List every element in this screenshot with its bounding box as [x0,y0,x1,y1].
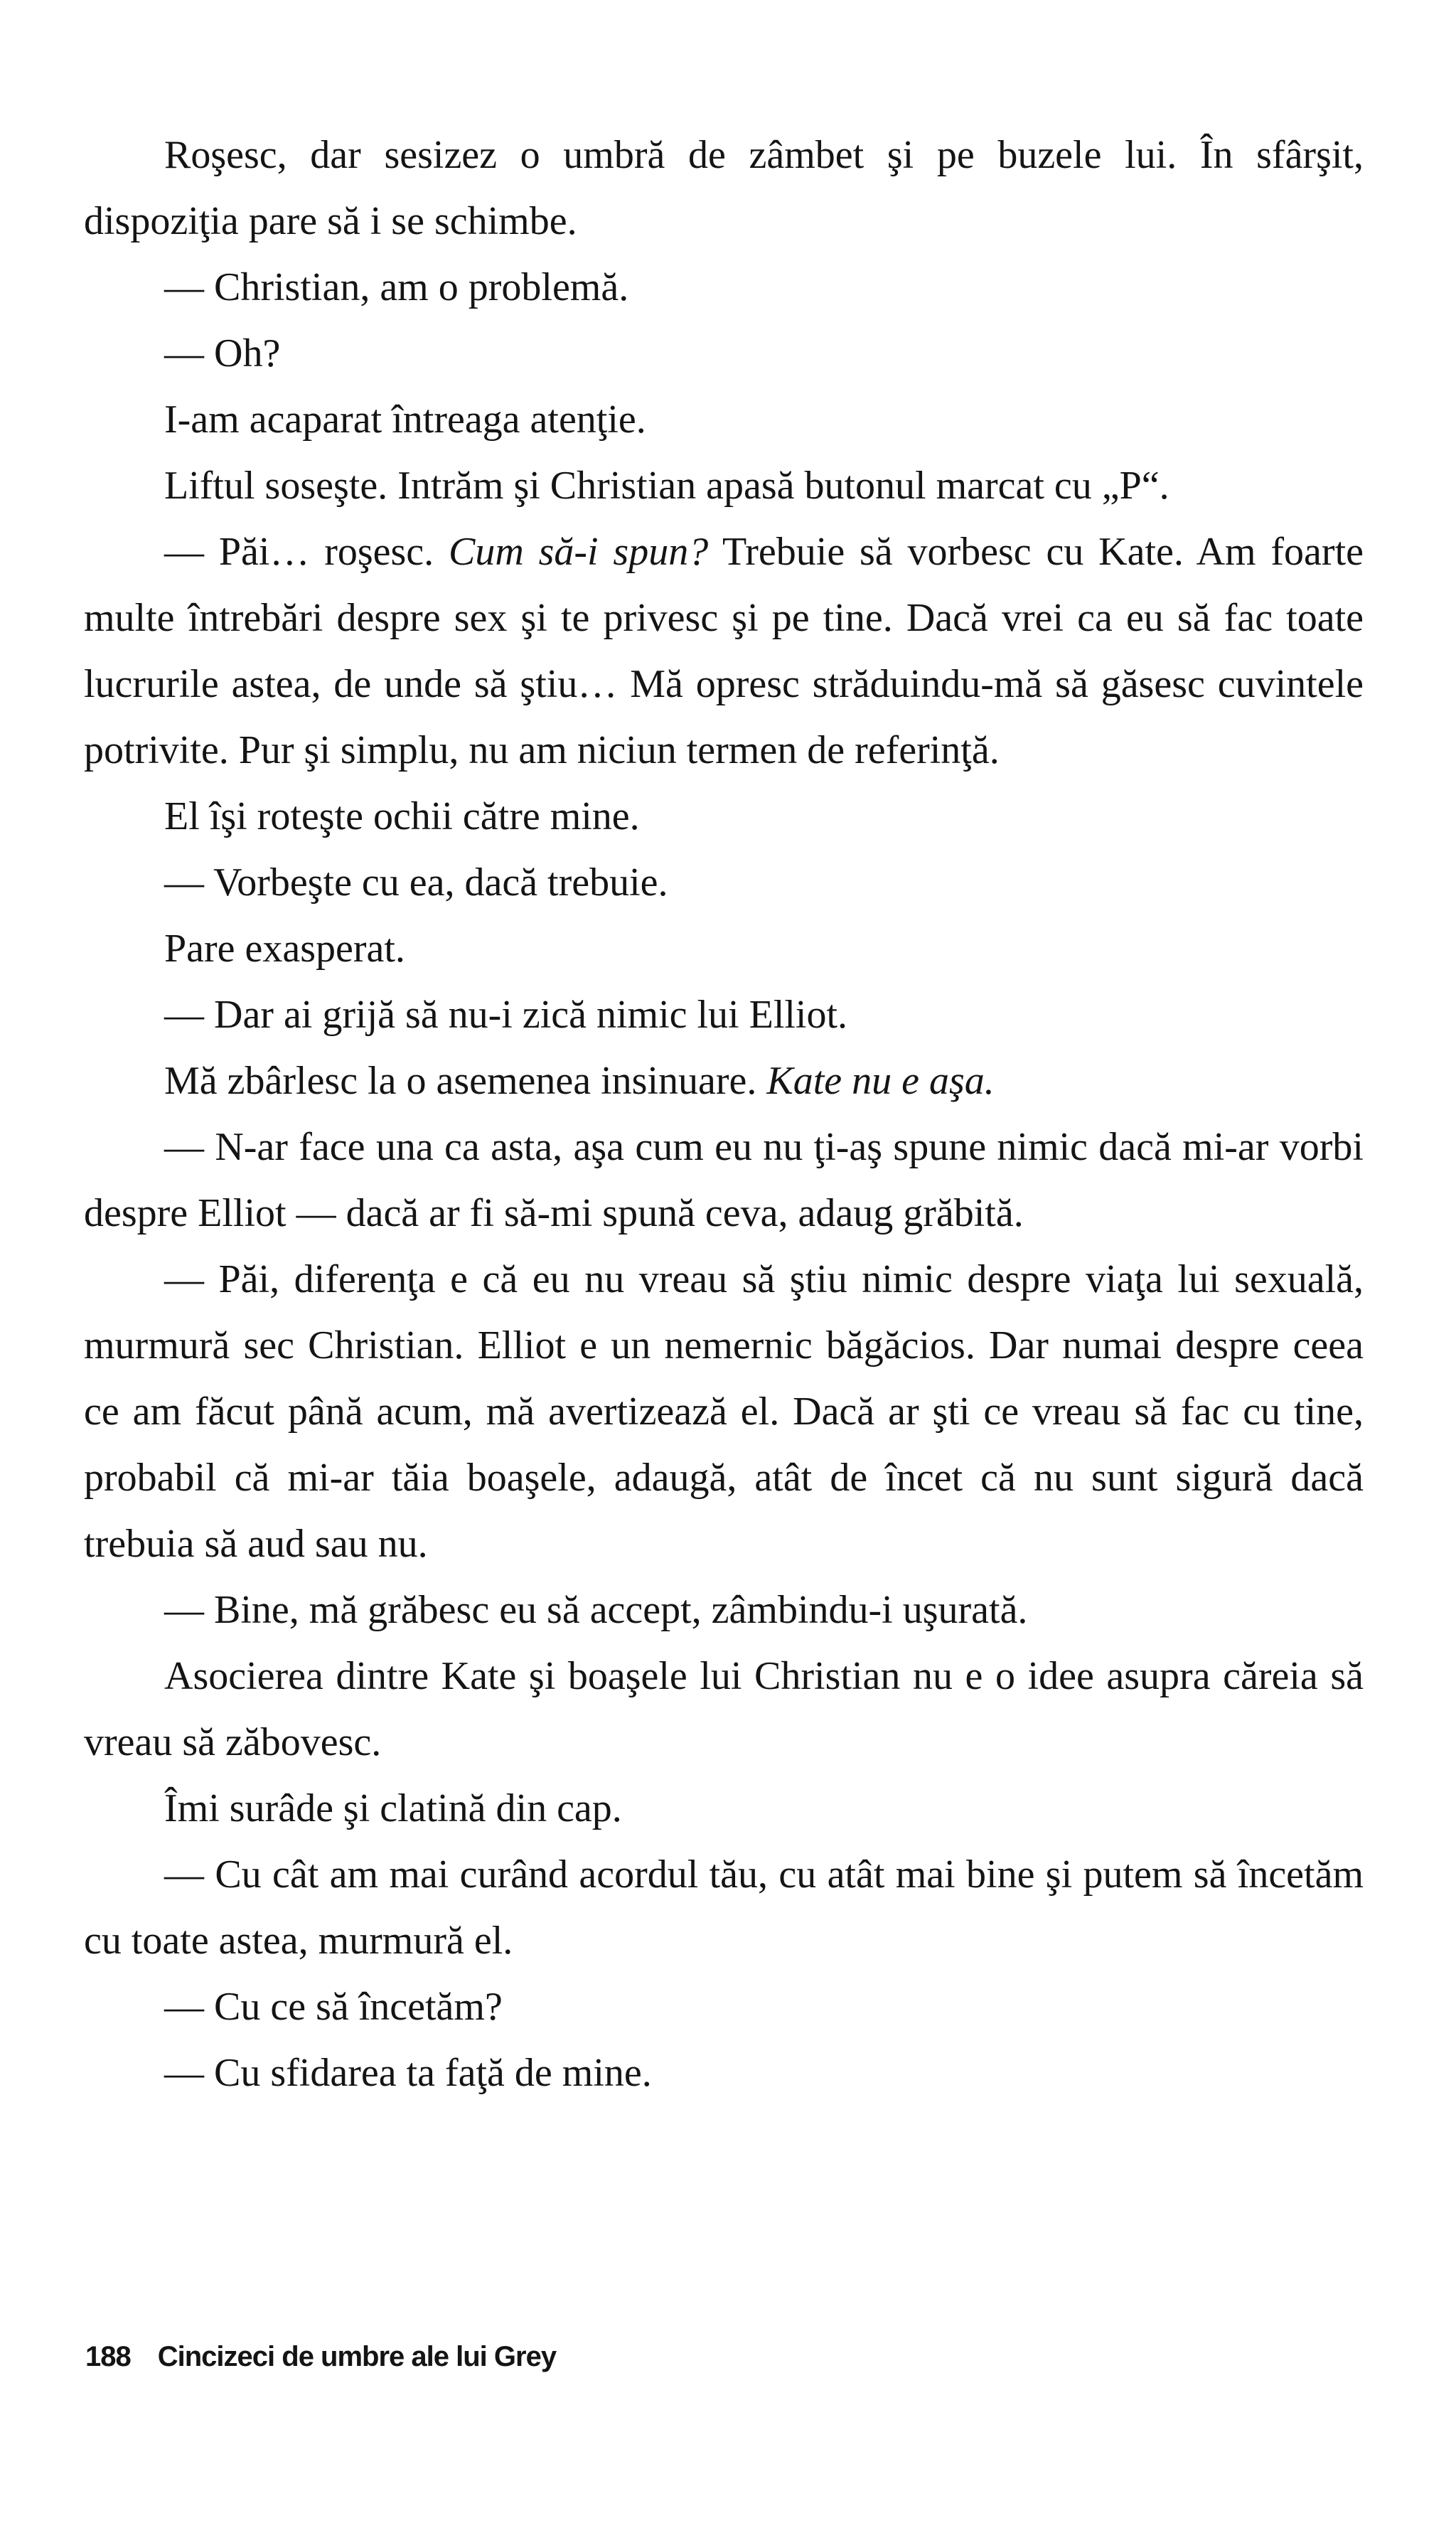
paragraph [84,982,1364,1048]
paragraph [84,784,1364,850]
paragraph [84,321,1364,387]
text-run: — Păi… roşesc. [164,530,449,574]
paragraph [84,1842,1364,1974]
text-run: — Christian, am o problemă. [164,265,629,309]
text-run: Liftul soseşte. Intrăm şi Christian apasă butonul marcat cu „P“. [164,464,1169,508]
paragraph [84,519,1364,784]
text-run: Pare exasperat. [164,927,405,971]
text-run: Îmi surâde şi clatină din cap. [164,1786,622,1830]
paragraph [84,2040,1364,2106]
paragraph [84,916,1364,982]
text-run: — Oh? [164,331,281,375]
text-run: — Dar ai grijă să nu-i zică nimic lui Elliot. [164,993,848,1037]
text-run: — Vorbeşte cu ea, dacă trebuie. [164,860,668,905]
running-title: Cincizeci de umbre ale lui Grey [157,2341,557,2372]
text-run: — Cu sfidarea ta faţă de mine. [164,2051,652,2095]
paragraph [84,850,1364,916]
paragraph [84,453,1364,519]
paragraph [84,1643,1364,1776]
page-footer [85,2341,556,2373]
text-run: El îşi roteşte ochii către mine. [164,794,640,838]
text-run: — Păi, diferenţa e că eu nu vreau să ştiu nimic despre viaţa lui sexuală, murmură sec Christian. Elliot e un nemernic băgăcios. Dar numai despre ceea ce am făcut până acum, mă avertizează el. Dacă ar şti ce vreau să fac cu tine, probabil că mi-ar tăia boaşele, adaugă, atât de încet că nu sunt sigură dacă trebuia să aud sau nu. [84,1257,1364,1566]
text-run: Mă zbârlesc la o asemenea insinuare. [164,1059,767,1103]
text-run: I-am acaparat întreaga atenţie. [164,398,646,442]
text-run: Roşesc, dar sesizez o umbră de zâmbet şi pe buzele lui. În sfârşit, dispoziţia pare să i se schimbe. [84,133,1364,243]
italic-text: Kate nu e aşa. [766,1059,995,1103]
page-number: 188 [85,2341,131,2372]
italic-text: Cum să-i spun? [448,530,709,574]
text-run: — Cu cât am mai curând acordul tău, cu atât mai bine şi putem să încetăm cu toate astea, murmură el. [84,1852,1364,1963]
text-run: Asocierea dintre Kate şi boaşele lui Christian nu e o idee asupra căreia să vreau să zăbovesc. [84,1654,1364,1764]
paragraph [84,255,1364,321]
text-run: — Bine, mă grăbesc eu să accept, zâmbindu-i uşurată. [164,1588,1028,1632]
paragraph [84,1776,1364,1842]
paragraph [84,1974,1364,2040]
text-run: Trebuie să vorbesc cu Kate. Am foarte multe întrebări despre sex şi te privesc şi pe tine. Dacă vrei ca eu să fac toate lucrurile astea, de unde să ştiu… Mă opresc străduindu-mă să găsesc cuvintele potrivite. Pur şi simplu, nu am niciun termen de referinţă. [84,530,1364,772]
paragraph [84,1048,1364,1114]
text-run: — Cu ce să încetăm? [164,1985,503,2029]
paragraph [84,1247,1364,1577]
paragraph [84,387,1364,453]
body-text [84,122,1364,2106]
text-run: — N-ar face una ca asta, aşa cum eu nu ţi-aş spune nimic dacă mi-ar vorbi despre Elliot — dacă ar fi să-mi spună ceva, adaug grăbită. [84,1125,1364,1235]
paragraph [84,1577,1364,1643]
paragraph [84,122,1364,255]
paragraph [84,1114,1364,1247]
